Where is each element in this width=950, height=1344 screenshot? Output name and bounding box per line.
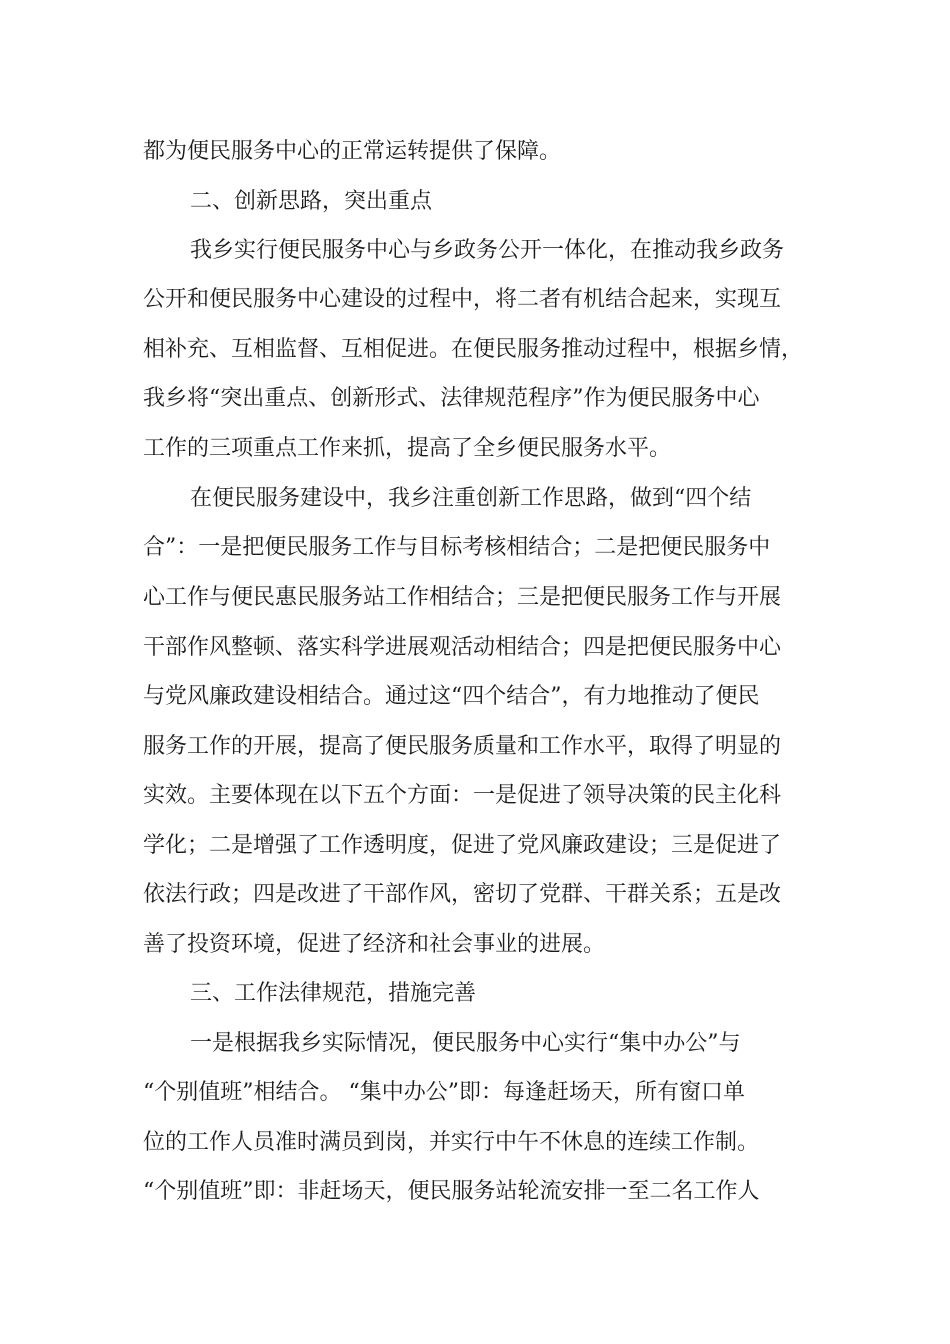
paragraph-line: 合”：一是把便民服务工作与目标考核相结合；二是把便民服务中 xyxy=(143,535,771,560)
paragraph-line: 工作的三项重点工作来抓，提高了全乡便民服务水平。 xyxy=(143,436,672,461)
paragraph-line: 在便民服务建设中，我乡注重创新工作思路，做到“四个结 xyxy=(190,486,752,511)
paragraph-line: 干部作风整顿、落实科学进展观活动相结合；四是把便民服务中心 xyxy=(143,635,782,660)
paragraph-line: 相补充、互相监督、互相促进。在便民服务推动过程中，根据乡情， xyxy=(143,337,804,362)
paragraph-line: 位的工作人员准时满员到岗，并实行中午不休息的连续工作制。 xyxy=(143,1130,760,1155)
section-heading: 三、工作法律规范，措施完善 xyxy=(190,981,477,1006)
paragraph-line: “个别值班”相结合。 “集中办公”即：每逢赶场天，所有窗口单 xyxy=(143,1080,745,1105)
paragraph-line: 善了投资环境，促进了经济和社会事业的进展。 xyxy=(143,932,606,957)
paragraph-line: 我乡实行便民服务中心与乡政务公开一体化，在推动我乡政务 xyxy=(190,238,785,263)
paragraph-line: 心工作与便民惠民服务站工作相结合；三是把便民服务工作与开展 xyxy=(143,585,782,610)
paragraph-line: “个别值班”即：非赶场天，便民服务站轮流安排一至二名工作人 xyxy=(143,1179,760,1204)
paragraph-line: 学化；二是增强了工作透明度，促进了党风廉政建设；三是促进了 xyxy=(143,833,782,858)
paragraph-line: 实效。主要体现在以下五个方面：一是促进了领导决策的民主化科 xyxy=(143,783,782,808)
paragraph-line: 服务工作的开展，提高了便民服务质量和工作水平，取得了明显的 xyxy=(143,734,782,759)
paragraph-line: 依法行政；四是改进了干部作风，密切了党群、干群关系；五是改 xyxy=(143,882,782,907)
paragraph-line: 与党风廉政建设相结合。通过这“四个结合”，有力地推动了便民 xyxy=(143,684,760,709)
section-heading: 二、创新思路，突出重点 xyxy=(190,189,433,214)
paragraph-line: 我乡将“突出重点、创新形式、法律规范程序”作为便民服务中心 xyxy=(143,386,760,411)
paragraph-line: 都为便民服务中心的正常运转提供了保障。 xyxy=(143,139,562,164)
paragraph-line: 公开和便民服务中心建设的过程中，将二者有机结合起来，实现互 xyxy=(143,287,782,312)
paragraph-line: 一是根据我乡实际情况，便民服务中心实行“集中办公”与 xyxy=(190,1031,741,1056)
